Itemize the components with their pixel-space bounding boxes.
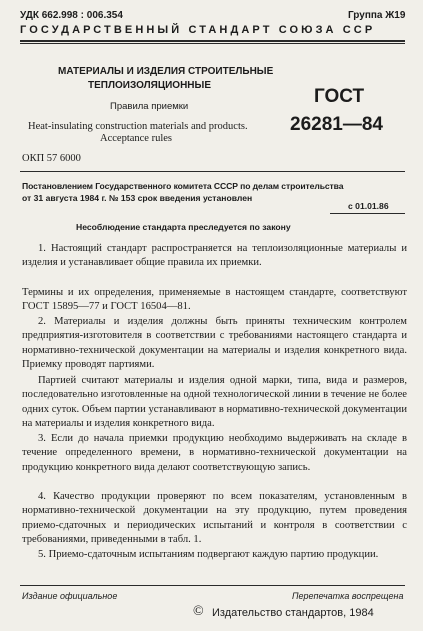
- standard-banner: ГОСУДАРСТВЕННЫЙ СТАНДАРТ СОЮЗА ССР: [20, 24, 376, 36]
- english-title-line1: Heat-insulating construction materials and products.: [28, 121, 248, 132]
- publisher-line: Издательство стандартов, 1984: [212, 607, 374, 619]
- paragraph-7: 5. Приемо-сдаточным испытаниям подвергают каждую партию продукции.: [38, 549, 379, 560]
- footer-rule: [20, 585, 405, 586]
- paragraph-1: 1. Настоящий стандарт распространяется на теплоизоляционные материалы и изделия и устанавливает общие правила их приемки.: [22, 243, 407, 269]
- gost-number: 26281—84: [290, 114, 383, 135]
- official-edition-label: Издание официальное: [22, 591, 118, 601]
- paragraph-2: Термины и их определения, применяемые в настоящем стандарте, соответствуют ГОСТ 15895—77 и ГОСТ 16504—81.: [22, 287, 407, 313]
- group-code: Группа Ж19: [348, 10, 406, 21]
- decree-line1: Постановлением Государственного комитета СССР по делам строительства: [22, 181, 344, 191]
- effective-date: с 01.01.86: [348, 201, 389, 211]
- effective-date-underline: [330, 213, 405, 214]
- header-rule-bottom: [20, 43, 405, 44]
- document-title-line1: МАТЕРИАЛЫ И ИЗДЕЛИЯ СТРОИТЕЛЬНЫЕ: [58, 66, 274, 77]
- legal-notice: Несоблюдение стандарта преследуется по закону: [76, 222, 291, 232]
- paragraph-4: Партией считают материалы и изделия одной марки, типа, вида и размеров, последовательно изготовленные на одной технологической линии в течение не более одних суток. Объем партии устанавливают в нормативно-технической документации на материалы и изделия конкретного вида.: [22, 375, 407, 430]
- document-title-line2: ТЕПЛОИЗОЛЯЦИОННЫЕ: [88, 80, 211, 91]
- paragraph-3: 2. Материалы и изделия должны быть приняты техническим контролем предприятия-изготовителя в соответствии с требованиями настоящего стандарта и нормативно-технической документации на материалы и изделия конкретного вида. Приемку проводят партиями.: [22, 316, 407, 371]
- title-rule: [20, 171, 405, 172]
- paragraph-5: 3. Если до начала приемки продукцию необходимо выдерживать на складе в течение определенного времени, в нормативно-технической документации на продукцию конкретного вида делают соответствующую запись.: [22, 433, 407, 473]
- document-subtitle: Правила приемки: [110, 101, 189, 112]
- copyright-icon: ©: [193, 604, 204, 619]
- paragraph-6: 4. Качество продукции проверяют по всем показателям, установленным в нормативно-технической документации на эту продукцию, путем проведения приемо-сдаточных и периодических испытаний и контроля в соответствии с требованиями, приведенными в табл. 1.: [22, 491, 407, 546]
- header-rule-top: [20, 40, 405, 42]
- gost-label: ГОСТ: [314, 86, 365, 107]
- reprint-notice: Перепечатка воспрещена: [292, 591, 404, 601]
- okp-code: ОКП 57 6000: [22, 153, 81, 164]
- decree-line2: от 31 августа 1984 г. № 153 срок введения установлен: [22, 193, 253, 203]
- udc-code: УДК 662.998 : 006.354: [20, 10, 123, 21]
- english-title-line2: Acceptance rules: [100, 133, 172, 144]
